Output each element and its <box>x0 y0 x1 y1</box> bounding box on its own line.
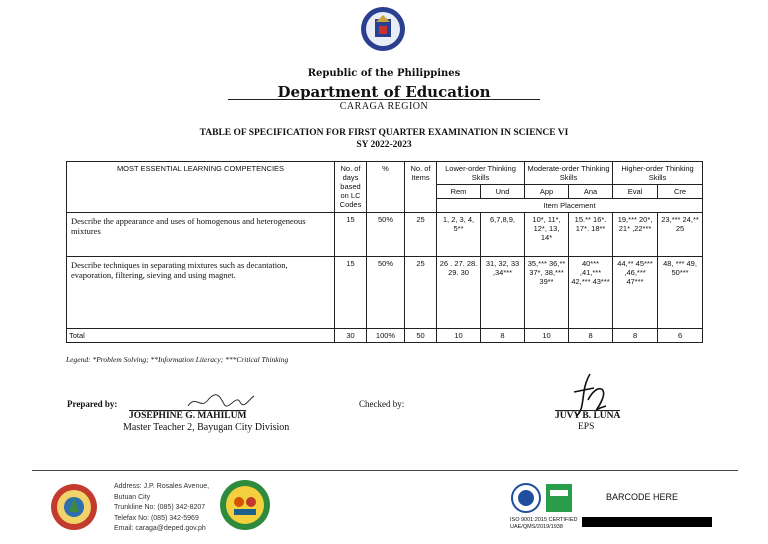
regional-office-logo <box>46 482 102 532</box>
region-heading: CARAGA REGION <box>339 101 429 112</box>
header-eval: Eval <box>613 185 658 199</box>
prepared-by-position: Master Teacher 2, Bayugan City Division <box>123 422 290 433</box>
header-ana: Ana <box>569 185 613 199</box>
total-percent: 100% <box>367 329 405 343</box>
header-divider <box>228 99 540 100</box>
app-cell: 10*, 11*, 12*, 13, 14* <box>525 213 569 257</box>
total-und: 8 <box>481 329 525 343</box>
cre-cell: 23,*** 24,** 25 <box>658 213 703 257</box>
school-year: SY 2022-2023 <box>356 140 412 150</box>
checked-by-label: Checked by: <box>359 399 405 409</box>
checked-by-name: JUVY B. LUNA <box>555 411 621 421</box>
prepared-signature-icon <box>186 390 256 412</box>
header-competencies: MOST ESSENTIAL LEARNING COMPETENCIES <box>67 162 335 213</box>
total-rem: 10 <box>437 329 481 343</box>
header-item-placement: Item Placement <box>437 199 703 213</box>
prepared-by-name: JOSEPHINE G. MAHILUM <box>129 411 247 421</box>
republic-heading: Republic of the Philippines <box>307 68 461 79</box>
days-cell: 15 <box>335 213 367 257</box>
header-items: No. of Items <box>405 162 437 213</box>
ana-cell: 40*** ,41,*** 42,*** 43*** <box>569 257 613 329</box>
total-cre: 6 <box>658 329 703 343</box>
ana-cell: 15.** 16*. 17*. 18** <box>569 213 613 257</box>
percent-cell: 50% <box>367 213 405 257</box>
header-days: No. of days based on LC Codes <box>335 162 367 213</box>
total-app: 10 <box>525 329 569 343</box>
prepared-by-label: Prepared by: <box>67 399 118 409</box>
eval-cell: 19,*** 20*, 21* ,22*** <box>613 213 658 257</box>
barcode-label: BARCODE HERE <box>606 492 679 502</box>
legend: Legend: *Problem Solving; **Information Literacy; ***Critical Thinking <box>66 355 289 364</box>
rem-cell: 26 . 27. 28. 29. 30 <box>437 257 481 329</box>
total-items: 50 <box>405 329 437 343</box>
certification-text <box>510 517 577 530</box>
iso-certification-icon <box>510 482 574 516</box>
total-row <box>67 329 703 343</box>
rem-cell: 1, 2, 3, 4, 5** <box>437 213 481 257</box>
header-higher-order: Higher-order Thinking Skills <box>613 162 703 185</box>
specification-table <box>66 161 703 343</box>
header-row-1 <box>67 162 703 185</box>
eval-cell: 44,** 45*** ,46,*** 47*** <box>613 257 658 329</box>
table-row <box>67 257 703 329</box>
total-days: 30 <box>335 329 367 343</box>
competency-cell: Describe techniques in separating mixtures such as decantation, evaporation, filtering, sieving and using magnet. <box>67 257 335 329</box>
certification-line: ISO 9001:2015 CERTIFIED <box>510 517 578 523</box>
header-lower-order: Lower-order Thinking Skills <box>437 162 525 185</box>
address-line: Butuan City <box>114 493 151 501</box>
total-ana: 8 <box>569 329 613 343</box>
items-cell: 25 <box>405 257 437 329</box>
header-rem: Rem <box>437 185 481 199</box>
address-line: Trunkline No: (085) 342-8207 <box>114 504 206 511</box>
items-cell: 25 <box>405 213 437 257</box>
total-label: Total <box>67 329 335 343</box>
cre-cell: 48, *** 49, 50*** <box>658 257 703 329</box>
app-cell: 35,*** 36,** 37*, 38,*** 39** <box>525 257 569 329</box>
header-und: Und <box>481 185 525 199</box>
competency-cell: Describe the appearance and uses of homogenous and heterogeneous mixtures <box>67 213 335 257</box>
percent-cell: 50% <box>367 257 405 329</box>
und-cell: 31, 32, 33 ,34*** <box>481 257 525 329</box>
header-moderate-order: Moderate-order Thinking Skills <box>525 162 613 185</box>
total-eval: 8 <box>613 329 658 343</box>
header-percent: % <box>367 162 405 213</box>
address-line: Email: caraga@deped.gov.ph <box>114 525 206 532</box>
header-app: App <box>525 185 569 199</box>
days-cell: 15 <box>335 257 367 329</box>
department-heading: Department of Education <box>277 83 491 101</box>
address-line: Address: J.P. Rosales Avenue, <box>114 483 210 490</box>
address-line: Telefax No: (085) 342-5969 <box>114 514 199 522</box>
certification-line: UAE/QMS/2019/1938 <box>510 523 563 530</box>
document-title: TABLE OF SPECIFICATION FOR FIRST QUARTER EXAMINATION IN SCIENCE VI <box>199 128 569 138</box>
table-row <box>67 213 703 257</box>
school-logo <box>218 478 272 532</box>
footer-divider <box>32 470 738 471</box>
checked-by-position: EPS <box>578 422 595 432</box>
header-cre: Cre <box>658 185 703 199</box>
deped-seal-logo <box>360 6 406 52</box>
barcode-bar <box>582 517 712 527</box>
und-cell: 6,7,8,9, <box>481 213 525 257</box>
address-block <box>114 482 209 535</box>
